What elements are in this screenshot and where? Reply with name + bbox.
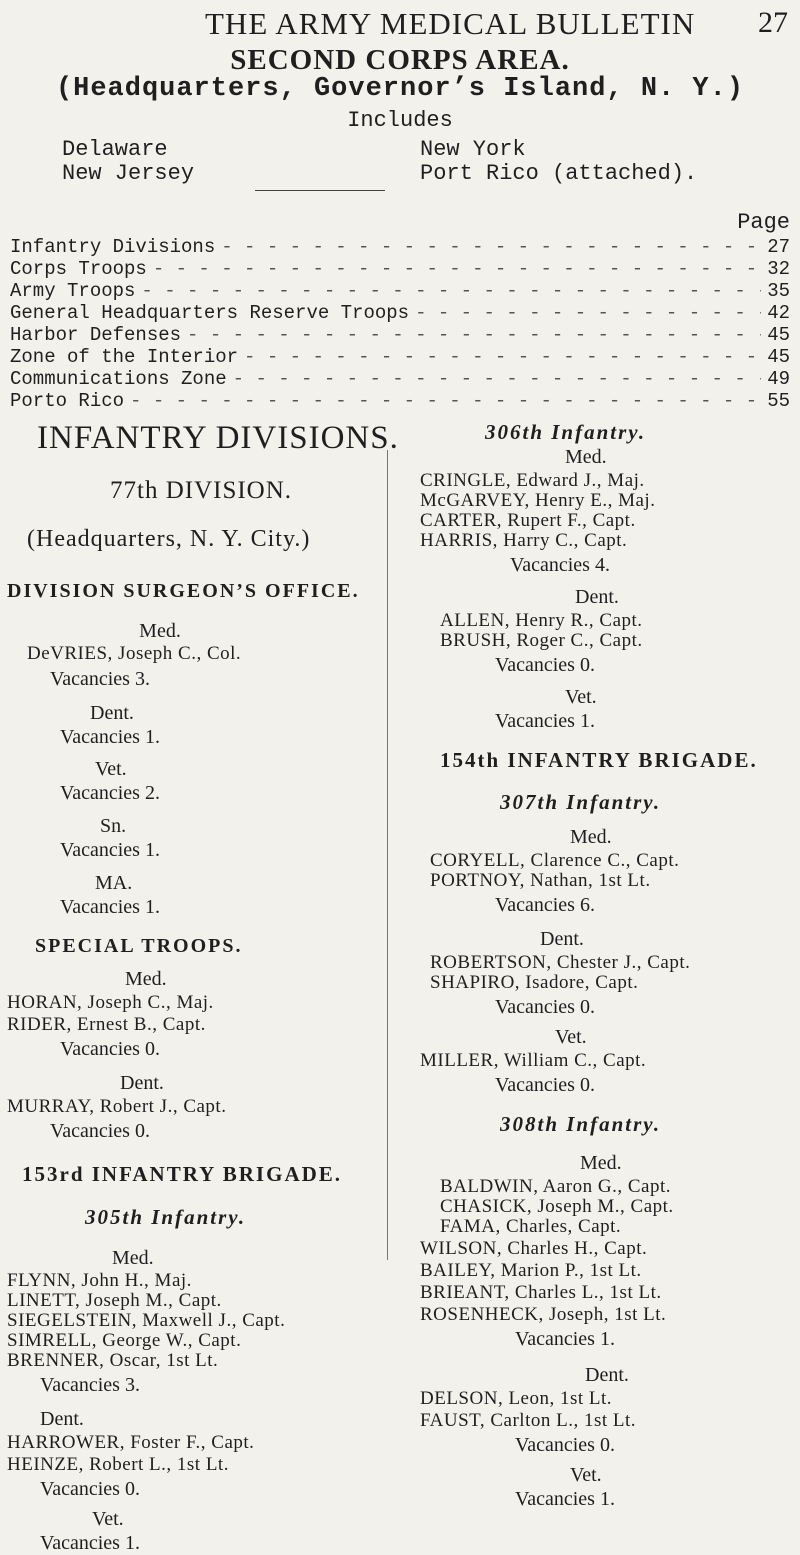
page-number: 27	[758, 6, 788, 39]
includes-label: Includes	[347, 108, 453, 133]
officer-name: SIEGELSTEIN, Maxwell J., Capt.	[7, 1310, 286, 1331]
division-heading: 77th DIVISION.	[110, 477, 293, 504]
officer-name: ALLEN, Henry R., Capt.	[440, 610, 643, 631]
officer-name: HARROWER, Foster F., Capt.	[7, 1432, 255, 1453]
section-dent: Dent.	[90, 702, 134, 724]
officer-name: HARRIS, Harry C., Capt.	[420, 530, 628, 551]
officer-name: DeVRIES, Joseph C., Col.	[27, 643, 242, 664]
officer-name: CHASICK, Joseph M., Capt.	[440, 1196, 674, 1217]
brigade-153-heading: 153rd INFANTRY BRIGADE.	[22, 1162, 343, 1186]
page-header	[0, 6, 800, 46]
officer-name: CORYELL, Clarence C., Capt.	[430, 850, 680, 871]
toc-entry: Communications Zone - - - 49	[10, 368, 790, 390]
section-ma: MA.	[95, 872, 133, 894]
divider-rule	[255, 190, 385, 191]
vacancies: Vacancies 6.	[495, 894, 595, 916]
officer-name: DELSON, Leon, 1st Lt.	[420, 1388, 613, 1409]
officer-name: SIMRELL, George W., Capt.	[7, 1330, 242, 1351]
officer-name: SHAPIRO, Isadore, Capt.	[430, 972, 639, 993]
vacancies: Vacancies 1.	[515, 1488, 615, 1510]
vacancies: Vacancies 0.	[495, 654, 595, 676]
vacancies: Vacancies 1.	[60, 896, 160, 918]
toc-entry: Harbor Defenses - - - 45	[10, 324, 790, 346]
division-headquarters: (Headquarters, N. Y. City.)	[27, 526, 311, 552]
officer-name: CRINGLE, Edward J., Maj.	[420, 470, 645, 491]
vacancies: Vacancies 1.	[40, 1532, 140, 1554]
section-med: Med.	[139, 620, 181, 642]
section-vet: Vet.	[570, 1464, 602, 1486]
section-dent: Dent.	[40, 1408, 84, 1430]
section-sn: Sn.	[100, 815, 127, 837]
state-new-jersey: New Jersey	[62, 161, 195, 186]
section-dent: Dent.	[585, 1364, 629, 1386]
officer-name: PORTNOY, Nathan, 1st Lt.	[430, 870, 651, 891]
vacancies: Vacancies 2.	[60, 782, 160, 804]
infantry-divisions-heading: INFANTRY DIVISIONS.	[37, 420, 399, 456]
officer-name: BRENNER, Oscar, 1st Lt.	[7, 1350, 219, 1371]
toc-page-label: Page	[737, 210, 790, 235]
toc-entry: Army Troops - - - 35	[10, 280, 790, 302]
area-title: SECOND CORPS AREA.	[230, 44, 570, 76]
officer-name: ROSENHECK, Joseph, 1st Lt.	[420, 1304, 667, 1325]
officer-name: McGARVEY, Henry E., Maj.	[420, 490, 656, 511]
officer-name: MURRAY, Robert J., Capt.	[7, 1096, 227, 1117]
regiment-307-heading: 307th Infantry.	[500, 790, 662, 814]
section-vet: Vet.	[92, 1508, 124, 1530]
vacancies: Vacancies 3.	[50, 668, 150, 690]
section-med: Med.	[570, 826, 612, 848]
section-med: Med.	[112, 1247, 154, 1269]
officer-name: FAUST, Carlton L., 1st Lt.	[420, 1410, 637, 1431]
officer-name: MILLER, William C., Capt.	[420, 1050, 647, 1071]
vacancies: Vacancies 1.	[60, 839, 160, 861]
officer-name: CARTER, Rupert F., Capt.	[420, 510, 636, 531]
officer-name: FAMA, Charles, Capt.	[440, 1216, 622, 1237]
state-new-york: New York	[420, 137, 526, 162]
vacancies: Vacancies 4.	[510, 554, 610, 576]
officer-name: BALDWIN, Aaron G., Capt.	[440, 1176, 671, 1197]
section-vet: Vet.	[555, 1026, 587, 1048]
section-dent: Dent.	[575, 586, 619, 608]
regiment-305-heading: 305th Infantry.	[85, 1205, 247, 1229]
vacancies: Vacancies 1.	[495, 710, 595, 732]
officer-name: ROBERTSON, Chester J., Capt.	[430, 952, 691, 973]
regiment-306-heading: 306th Infantry.	[485, 420, 647, 444]
area-subtitle: (Headquarters, Governor’s Island, N. Y.)	[55, 74, 745, 104]
vacancies: Vacancies 0.	[60, 1038, 160, 1060]
vacancies: Vacancies 3.	[40, 1374, 140, 1396]
vacancies: Vacancies 0.	[515, 1434, 615, 1456]
toc-entry: Porto Rico - - - 55	[10, 390, 790, 412]
toc-entry: General Headquarters Reserve Troops - - - 42	[10, 302, 790, 324]
section-vet: Vet.	[95, 758, 127, 780]
officer-name: WILSON, Charles H., Capt.	[420, 1238, 648, 1259]
section-dent: Dent.	[120, 1072, 164, 1094]
section-dent: Dent.	[540, 928, 584, 950]
state-port-rico: Port Rico (attached).	[420, 161, 698, 186]
officer-name: BAILEY, Marion P., 1st Lt.	[420, 1260, 642, 1281]
section-vet: Vet.	[565, 686, 597, 708]
section-med: Med.	[565, 446, 607, 468]
toc-entry: Infantry Divisions - - - 27	[10, 236, 790, 258]
officer-name: FLYNN, John H., Maj.	[7, 1270, 192, 1291]
division-surgeon-office: DIVISION SURGEON’S OFFICE.	[7, 580, 360, 602]
column-divider	[387, 450, 388, 1260]
officer-name: HORAN, Joseph C., Maj.	[7, 992, 214, 1013]
brigade-154-heading: 154th INFANTRY BRIGADE.	[440, 748, 758, 772]
toc-entry: Corps Troops - - - 32	[10, 258, 790, 280]
officer-name: HEINZE, Robert L., 1st Lt.	[7, 1454, 229, 1475]
vacancies: Vacancies 0.	[495, 1074, 595, 1096]
toc-entry: Zone of the Interior - - - 45	[10, 346, 790, 368]
state-delaware: Delaware	[62, 137, 168, 162]
vacancies: Vacancies 1.	[515, 1328, 615, 1350]
vacancies: Vacancies 0.	[495, 996, 595, 1018]
section-med: Med.	[580, 1152, 622, 1174]
special-troops-heading: SPECIAL TROOPS.	[35, 935, 243, 957]
vacancies: Vacancies 0.	[50, 1120, 150, 1142]
vacancies: Vacancies 1.	[60, 726, 160, 748]
bulletin-title: THE ARMY MEDICAL BULLETIN	[205, 6, 696, 41]
officer-name: BRUSH, Roger C., Capt.	[440, 630, 643, 651]
officer-name: LINETT, Joseph M., Capt.	[7, 1290, 222, 1311]
regiment-308-heading: 308th Infantry.	[500, 1112, 662, 1136]
section-med: Med.	[125, 968, 167, 990]
officer-name: RIDER, Ernest B., Capt.	[7, 1014, 206, 1035]
vacancies: Vacancies 0.	[40, 1478, 140, 1500]
officer-name: BRIEANT, Charles L., 1st Lt.	[420, 1282, 662, 1303]
